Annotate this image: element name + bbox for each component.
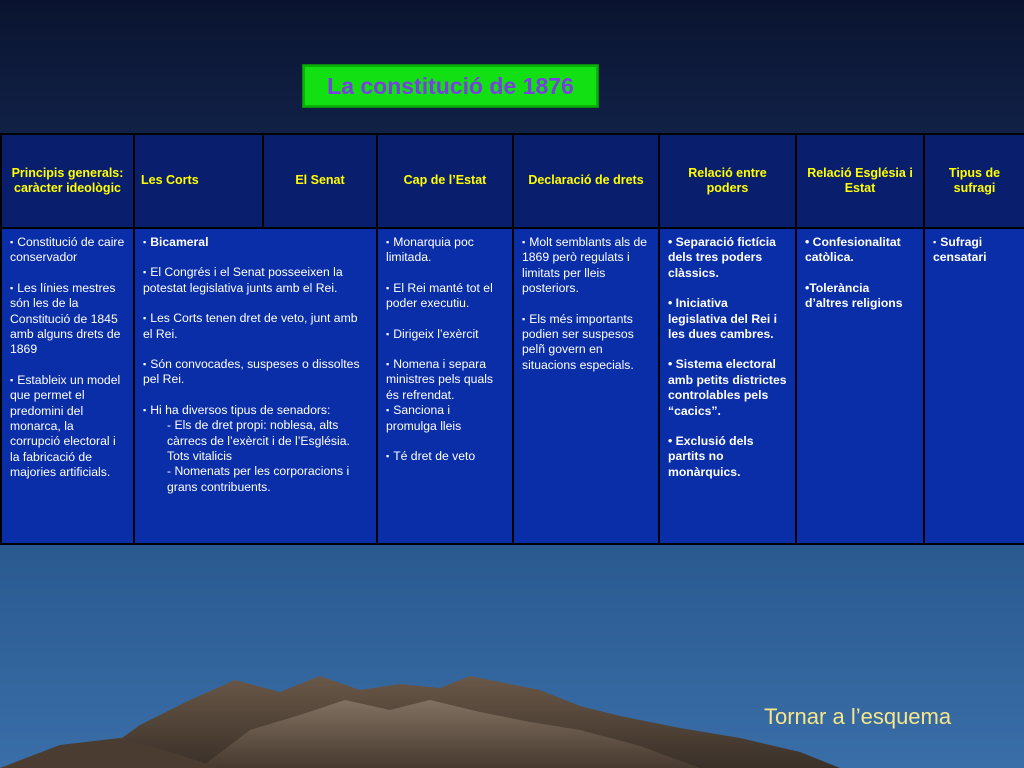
cell-corts-senat: [134, 228, 377, 544]
list-item: ▪ Monarquia poc limitada.: [386, 235, 474, 265]
header-drets: Declaració de drets: [513, 134, 659, 228]
list-item: ▪ Bicameral: [143, 235, 209, 249]
list-item: ▪ Els més importants podien ser suspesos pelñ govern en situacions especials.: [522, 311, 634, 372]
header-esglesia: Relació Església i Estat: [796, 134, 924, 228]
sub-item: - Els de dret propi: noblesa, alts càrrecs de l’exèrcit i de l’Església. Tots vitalicis: [167, 418, 350, 464]
list-item: ▪ Estableix un model que permet el predomini del monarca, la corrupció electoral i la fabricació de majories artificials.: [10, 372, 121, 480]
list-item: ▪ Sanciona i promulga lleis: [386, 403, 462, 433]
list-item: ▪ Nomena i separa ministres pels quals és refrendat.: [386, 357, 494, 402]
header-relacio-poders: Relació entre poders: [659, 134, 796, 228]
list-item: • Sistema electoral amb petits districtes controlables pels “cacics”.: [668, 357, 787, 418]
cell-principis: [1, 228, 134, 544]
header-principis: Principis generals: caràcter ideològic: [1, 134, 134, 228]
cell-sufragi: [924, 228, 1024, 544]
list-item: •Tolerància d’altres religions: [805, 280, 903, 311]
list-item: ▪ Dirigeix l’exèrcit: [386, 326, 479, 341]
content-row: [1, 228, 1024, 544]
header-corts: Les Corts: [134, 134, 263, 228]
header-sufragi: Tipus de sufragi: [924, 134, 1024, 228]
list-item: • Confesionalitat catòlica.: [805, 235, 901, 265]
back-to-outline-link[interactable]: Tornar a l’esquema: [764, 704, 952, 729]
sub-item: - Nomenats per les corporacions i grans contribuents.: [167, 464, 350, 494]
cell-cap-estat: [377, 228, 513, 544]
slide-title: La constitució de 1876: [327, 72, 574, 99]
list-item: ▪ El Congrés i el Senat posseeixen la potestat legislativa junts amb el Rei.: [143, 265, 343, 295]
list-item: ▪ Són convocades, suspeses o dissoltes pel Rei.: [143, 357, 360, 387]
list-item: • Exclusió dels partits no monàrquics.: [668, 434, 754, 479]
cell-relacio-poders: [659, 228, 796, 544]
list-item: ▪ Té dret de veto: [386, 449, 476, 464]
header-senat: El Senat: [263, 134, 377, 228]
list-item: ▪ Les Corts tenen dret de veto, junt amb el Rei.: [143, 311, 358, 341]
slide-title-box: [302, 64, 599, 108]
header-row: [1, 134, 1024, 228]
list-item: ▪ Constitució de caire conservador: [10, 235, 125, 265]
list-item: • Separació fictícia dels tres poders clàssics.: [668, 235, 776, 280]
header-cap-estat: Cap de l’Estat: [377, 134, 513, 228]
cell-drets: [513, 228, 659, 544]
list-item: ▪ Molt semblants als de 1869 però regulats i limitats per lleis posteriors.: [522, 235, 648, 296]
list-item: ▪ El Rei manté tot el poder executiu.: [386, 280, 493, 311]
list-item: • Iniciativa legislativa del Rei i les dues cambres.: [668, 296, 778, 342]
cell-esglesia: [796, 228, 924, 544]
list-item: ▪ Les línies mestres són les de la Constitució de 1845 amb alguns drets de 1869: [10, 280, 121, 357]
list-item: ▪ Hi ha diversos tipus de senadors:: [143, 402, 331, 417]
list-item: ▪ Sufragi censatari: [933, 235, 987, 265]
constitution-table: [0, 133, 1024, 545]
